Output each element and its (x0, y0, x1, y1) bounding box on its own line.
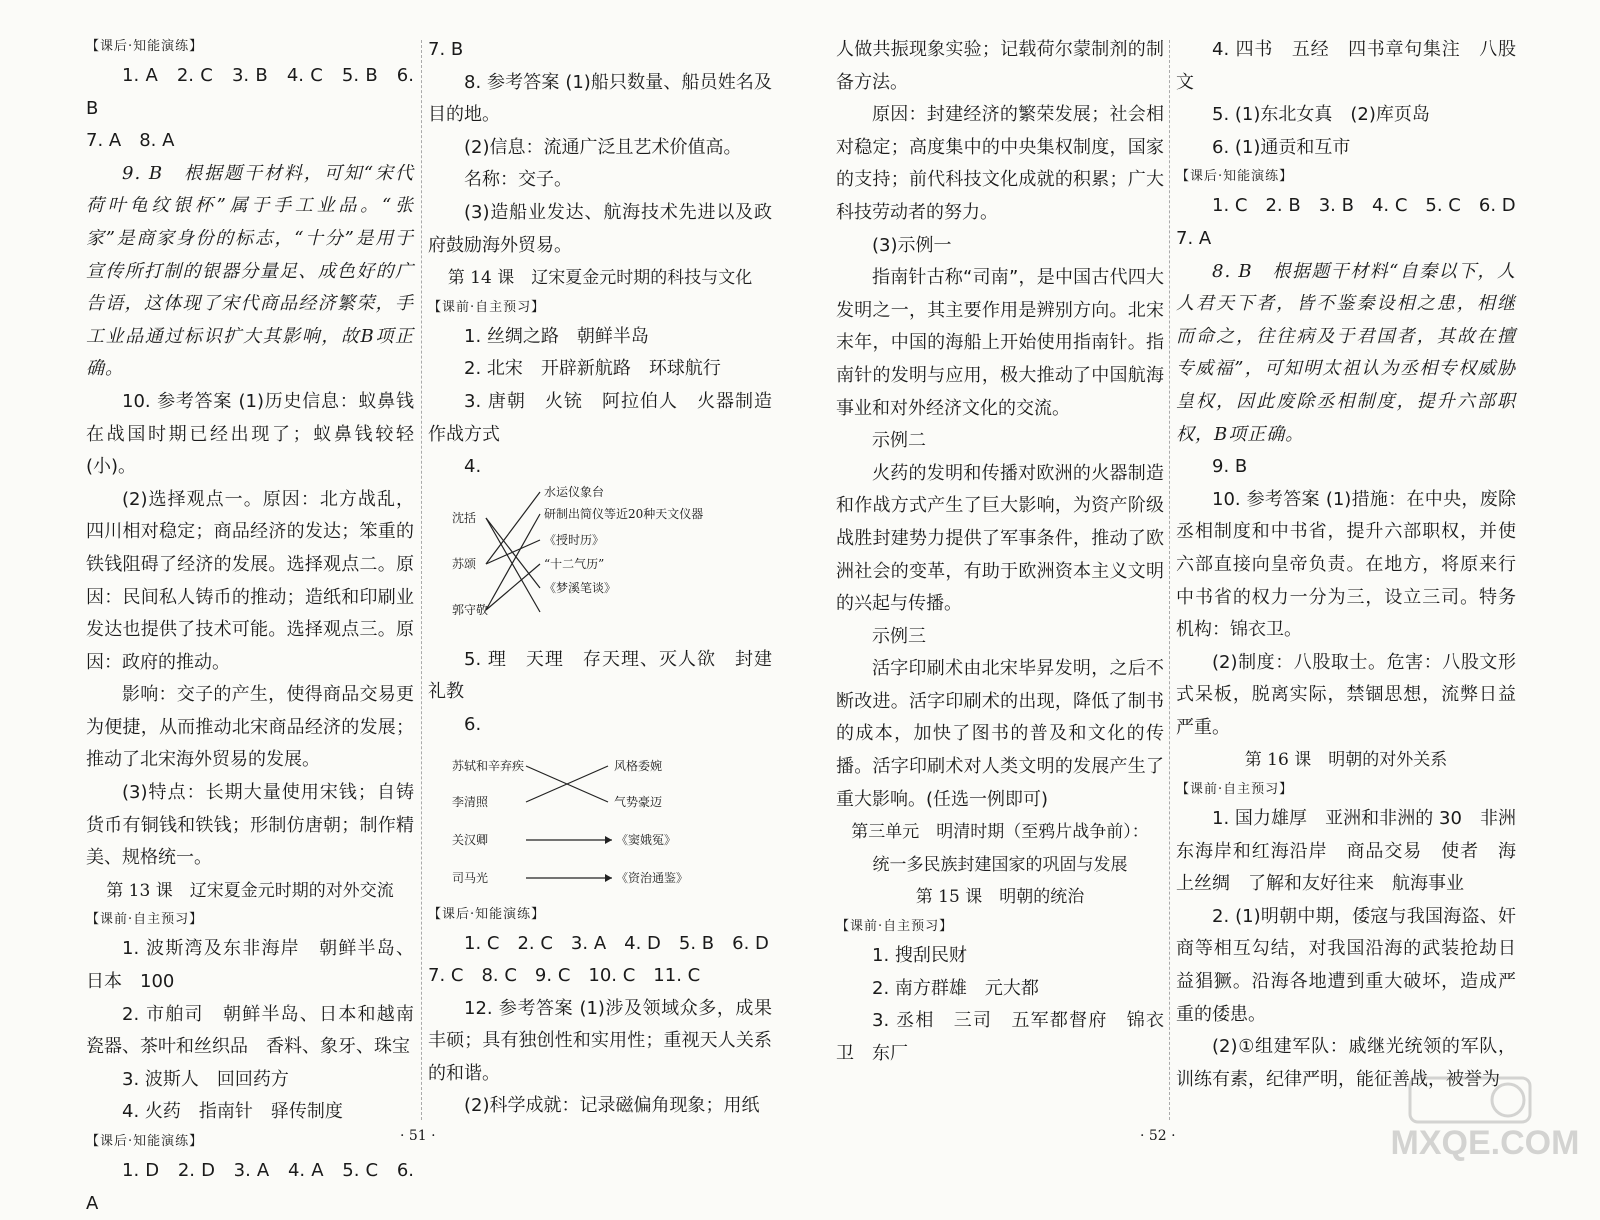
answer-paragraph: 8. 参考答案 (1)船只数量、船员姓名及目的地。 (428, 71, 772, 126)
matching-diagram-scientists (428, 484, 772, 644)
section-tag: 【课前·自主预习】 (1176, 782, 1294, 798)
section-tag: 【课前·自主预习】 (86, 912, 204, 928)
watermark-circle (1492, 1084, 1524, 1116)
answer-line: 3. 丞相 三司 五军都督府 锦衣卫 东厂 (836, 1010, 1164, 1064)
answer-line: 5. (1)东北女真 (2)库页岛 (1212, 104, 1430, 126)
answer-line: 示例二 (872, 430, 926, 452)
answer-line: 4. 四书 五经 四书章句集注 八股文 (1176, 39, 1516, 93)
match-right-item: 风格委婉 (614, 758, 663, 773)
answer-paragraph: 10. 参考答案 (1)历史信息：蚁鼻钱在战国时期已经出现了；蚁鼻钱较轻(小)。 (86, 390, 414, 478)
answer-paragraph: 5. 理 天理 存天理、灭人欲 封建礼教 (428, 648, 772, 703)
answer-line: 1. C 2. C 3. A 4. D 5. B 6. D (464, 932, 769, 954)
match-left-item: 苏颂 (452, 556, 477, 571)
match-left-item: 李清照 (452, 794, 489, 809)
column-divider-right (1169, 40, 1170, 1120)
column-divider-left (421, 40, 422, 1120)
answer-paragraph: (3)特点：长期大量使用宋钱；自铸货币有铜钱和铁钱；形制仿唐朝；制作精美、规格统一。 (86, 782, 414, 869)
answer-line: 2. 市舶司 朝鲜半岛、日本和越南 瓷器、茶叶和丝织品 香料、象牙、珠宝 (86, 1003, 432, 1058)
answer-line: 2. 南方群雄 元大都 (872, 977, 1039, 999)
answer-line: 4. (464, 456, 482, 478)
answer-line: 1. A 2. C 3. B 4. C 5. B 6. B (86, 65, 414, 119)
answer-paragraph: (2)选择观点一。原因：北方战乱，四川相对稳定；商品经济的发达；笨重的铁钱阻碍了经济的发展。选择观点二。原因：民间私人铸币的推动；造纸和印刷业发达也提供了技术可能。选择观点三。原因：政府的推动。 (86, 488, 414, 673)
answer-line: (3)示例一 (872, 234, 952, 256)
lesson-heading: 第 13 课 辽宋夏金元时期的对外交流 (106, 880, 394, 901)
unit-heading: 第三单元 明清时期（至鸦片战争前）： (851, 822, 1149, 842)
answer-paragraph: 2. (1)明朝中期，倭寇与我国海盗、奸商等相互勾结，对我国沿海的武装抢劫日益猖獗。沿海各地遭到重大破坏，造成严重的倭患。 (1176, 905, 1516, 1025)
answer-paragraph: 火药的发明和传播对欧洲的火器制造和作战方式产生了巨大影响，为资产阶级战胜封建势力提供了军事条件，推动了欧洲社会的变革，有助于欧洲资本主义文明的兴起与传播。 (836, 462, 1164, 615)
answer-line: 2. 北宋 开辟新航路 环球航行 (464, 358, 721, 380)
answer-paragraph: 名称：交子。 (464, 169, 572, 191)
answer-line: 3. 波斯人 回回药方 (122, 1068, 289, 1090)
match-line (486, 518, 540, 612)
answer-paragraph: 3. 唐朝 火铳 阿拉伯人 火器制造作战方式 (428, 390, 772, 445)
unit-subheading: 统一多民族封建国家的巩固与发展 (872, 854, 1128, 874)
match-right-item: 《梦溪笔谈》 (544, 580, 617, 595)
match-left-item: 关汉卿 (452, 832, 489, 847)
answer-paragraph: 指南针古称“司南”，是中国古代四大发明之一，其主要作用是辨别方向。北宋末年，中国的海船上开始使用指南针。指南针的发明与应用，极大推动了中国航海事业和对外经济文化的交流。 (836, 267, 1164, 419)
match-line (486, 540, 540, 564)
answer-paragraph: 8. B 根据题干材料“自秦以下，人人君天下者，皆不鉴秦设相之患，相继而命之，往往病及于君国者，其故在擅专威福”，可知明太祖认为丞相专权威胁皇权，因此废除丞相制度，提升六部职权，B项正确。 (1176, 260, 1516, 445)
match-left-item: 苏轼和辛弃疾 (452, 758, 525, 773)
section-tag: 【课后·知能演练】 (86, 39, 204, 54)
answer-line: 7. C 8. C 9. C 10. C 11. C (428, 965, 701, 987)
arrow-head (605, 874, 612, 882)
match-right-item: 气势豪迈 (614, 794, 663, 809)
lesson-heading: 第 15 课 明朝的统治 (915, 887, 1085, 908)
answer-line: 1. 搜刮民财 (872, 945, 967, 967)
answer-line: 6. (464, 713, 482, 735)
match-left-item: 司马光 (452, 870, 489, 885)
answer-paragraph: (2)科学成就：记录磁偏角现象；用纸 (464, 1095, 760, 1117)
answer-paragraph: (2)制度：八股取士。危害：八股文形式呆板，脱离实际，禁锢思想，流弊日益严重。 (1176, 651, 1516, 738)
answer-paragraph: 12. 参考答案 (1)涉及领域众多，成果丰硕；具有独创性和实用性；重视天人关系的和谐。 (428, 997, 772, 1084)
answer-paragraph: (2)①组建军队：戚继光统领的军队，训练有素，纪律严明，能征善战，被誉为 (1176, 1036, 1516, 1090)
answer-line: 7. B (428, 39, 464, 60)
section-tag: 【课后·知能演练】 (86, 1134, 204, 1149)
lesson-heading: 第 14 课 辽宋夏金元时期的科技与文化 (447, 268, 753, 289)
column-4 (1176, 34, 1516, 1096)
section-tag: 【课前·自主预习】 (836, 919, 954, 935)
match-right-item: 研制出简仪等近20种天文仪器 (544, 506, 704, 521)
answer-line: 9. B (1212, 456, 1248, 478)
answer-paragraph: 10. 参考答案 (1)措施：在中央，废除丞相制度和中书省，提升六部职权，并使六部直接向皇帝负责。在地方，将原来行中书省的权力一分为三，设立三司。特务机构：锦衣卫。 (1176, 488, 1516, 641)
page-number-right: · 52 · (1140, 1128, 1176, 1144)
section-tag: 【课后·知能演练】 (1176, 169, 1294, 185)
answer-paragraph: 影响：交子的产生，使得商品交易更为便捷，从而推动北宋商品经济的发展；推动了北宋海外贸易的发展。 (86, 684, 414, 771)
section-tag: 【课前·自主预习】 (428, 299, 546, 315)
match-right-item: “十二气历” (544, 556, 605, 571)
answer-line: 示例三 (872, 625, 926, 647)
answer-paragraph: (3)造船业发达、航海技术先进以及政府鼓励海外贸易。 (428, 201, 772, 256)
answer-line: 7. A (1176, 227, 1212, 249)
answer-line: 4. 火药 指南针 驿传制度 (122, 1101, 343, 1123)
answer-paragraph: 人做共振现象实验；记载荷尔蒙制剂的制备方法。 (836, 39, 1164, 93)
answer-paragraph: 活字印刷术由北宋毕昇发明，之后不断改进。活字印刷术的出现，降低了制书的成本，加快了图书的普及和文化的传播。活字印刷术对人类文明的发展产生了重大影响。(任选一例即可) (836, 658, 1164, 810)
watermark-text: MXQE.COM (1390, 1124, 1580, 1162)
answer-line: 1. 波斯湾及东非海岸 朝鲜半岛、日本 100 (86, 938, 414, 993)
match-line (486, 564, 540, 610)
answer-line: 1. 丝绸之路 朝鲜半岛 (464, 325, 649, 347)
answer-paragraph: 9. B 根据题干材料，可知“宋代荷叶龟纹银杯”属于手工业品。“张家”是商家身份的标志，“十分”是用于宣传所打制的银器分量足、成色好的广告语，这体现了宋代商品经济繁荣，手工业品通过标识扩大其影响，故B项正确。 (86, 162, 414, 380)
matching-diagram-writers (428, 742, 772, 902)
answer-paragraph: 原因：封建经济的繁荣发展；社会相对稳定；高度集中的中央集权制度，国家的支持；前代科技文化成就的积累；广大科技劳动者的努力。 (836, 104, 1164, 223)
match-right-item: 《窦娥冤》 (616, 832, 677, 847)
answer-paragraph: (2)信息：流通广泛且艺术价值高。 (464, 136, 742, 158)
match-right-item: 水运仪象台 (544, 484, 605, 499)
answer-line: 1. D 2. D 3. A 4. A 5. C 6. A (86, 1160, 414, 1214)
column-2 (428, 34, 772, 1123)
lesson-heading: 第 16 课 明朝的对外关系 (1244, 750, 1448, 771)
answer-line: 7. A 8. A (86, 130, 175, 152)
page-number-left: · 51 · (400, 1128, 436, 1144)
section-tag: 【课后·知能演练】 (428, 906, 546, 922)
answer-line: 1. C 2. B 3. B 4. C 5. C 6. D (1212, 195, 1516, 217)
watermark-logo (1380, 1072, 1590, 1164)
match-right-item: 《授时历》 (544, 532, 605, 547)
watermark-graphic (1380, 1072, 1590, 1164)
answer-line: 6. (1)通贡和互市 (1212, 136, 1351, 158)
match-right-item: 《资治通鉴》 (616, 870, 689, 885)
answer-paragraph: 1. 国力雄厚 亚洲和非洲的 30 非洲东海岸和红海沿岸 商品交易 使者 海上丝绸 了解和友好往来 航海事业 (1176, 808, 1516, 895)
match-left-item: 沈括 (452, 510, 477, 525)
arrow-head (605, 836, 612, 844)
column-3 (836, 34, 1164, 1070)
match-left-item: 郭守敬 (452, 602, 489, 617)
